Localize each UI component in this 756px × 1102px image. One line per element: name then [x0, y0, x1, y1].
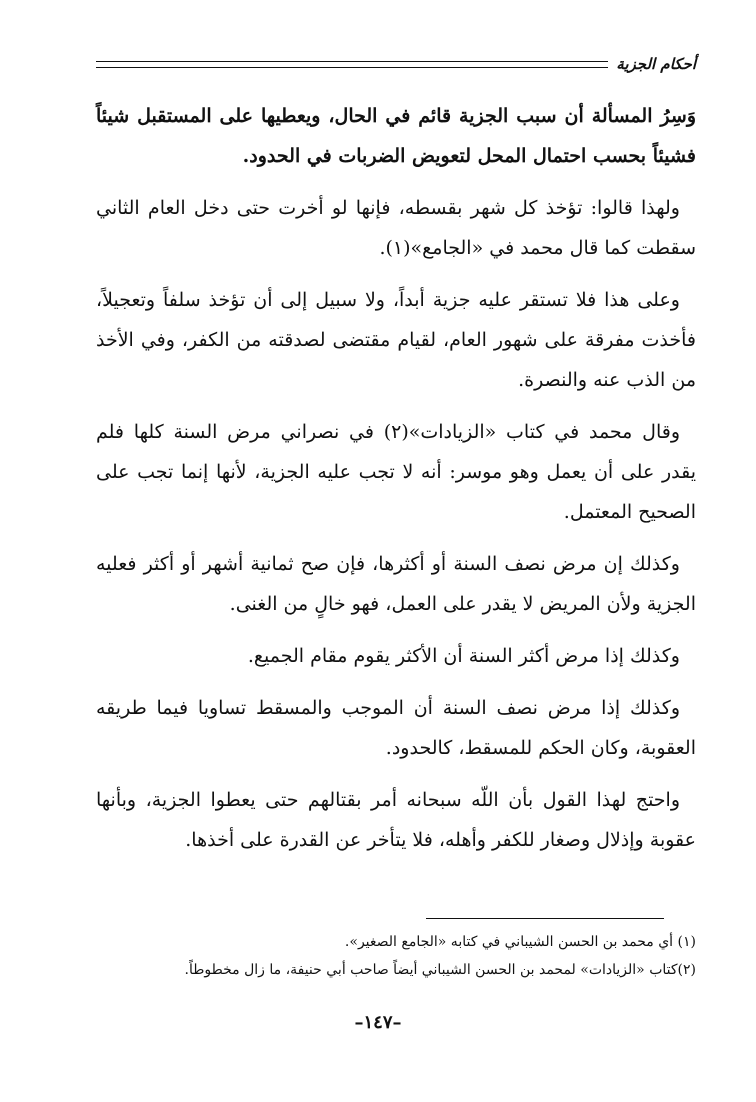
header-title: أحكام الجزية: [616, 55, 696, 73]
paragraph: ولهذا قالوا: تؤخذ كل شهر بقسطه، فإنها لو أخرت حتى دخل العام الثاني سقطت كما قال محمد في «الجامع»(١).: [96, 197, 696, 259]
paragraph: وَسِرُ المسألة أن سبب الجزية قائم في الحال، ويعطيها على المستقبل شيئاً فشيئاً بحسب احتمال المحل لتعويض الضربات في الحدود.: [96, 105, 696, 167]
paragraph: واحتج لهذا القول بأن اللّه سبحانه أمر بقتالهم حتى يعطوا الجزية، وبأنها عقوبة وإذلال وصغار للكفر وأهله، فلا يتأخر عن القدرة على أخذها.: [96, 789, 696, 851]
footnotes: [96, 928, 696, 984]
paragraph: وكذلك إن مرض نصف السنة أو أكثرها، فإن صح ثمانية أشهر أو أكثر فعليه الجزية ولأن المريض لا يقدر على العمل، فهو خالٍ من الغنى.: [96, 553, 696, 615]
paragraph: وكذلك إذا مرض أكثر السنة أن الأكثر يقوم مقام الجميع.: [247, 645, 680, 667]
footnote: (١) أي محمد بن الحسن الشيباني في كتابه «الجامع الصغير».: [344, 934, 696, 950]
paragraph: وعلى هذا فلا تستقر عليه جزية أبداً، ولا سبيل إلى أن تؤخذ سلفاً وتعجيلاً، فأخذت مفرقة على شهور العام، لقيام مقتضى لصدقته من الكفر، وفي الأخذ من الذب عنه والنصرة.: [96, 289, 696, 391]
paragraph: وكذلك إذا مرض نصف السنة أن الموجب والمسقط تساويا فيما طريقه العقوبة، وكان الحكم للمسقط، كالحدود.: [96, 697, 696, 759]
footnote: (٢)كتاب «الزيادات» لمحمد بن الحسن الشيباني أيضاً صاحب أبي حنيفة، ما زال مخطوطاً.: [184, 962, 696, 978]
body-text: [96, 96, 696, 872]
page-number: –١٤٧–: [354, 1012, 402, 1033]
paragraph: وقال محمد في كتاب «الزيادات»(٢) في نصراني مرض السنة كلها فلم يقدر على أن يعمل وهو موسر: أنه لا تجب عليه الجزية، لأنها إنما تجب على الصحيح المعتمل.: [96, 421, 696, 523]
header-double-rule: [96, 61, 608, 68]
footnote-separator: [426, 918, 664, 919]
running-header: [96, 52, 696, 76]
